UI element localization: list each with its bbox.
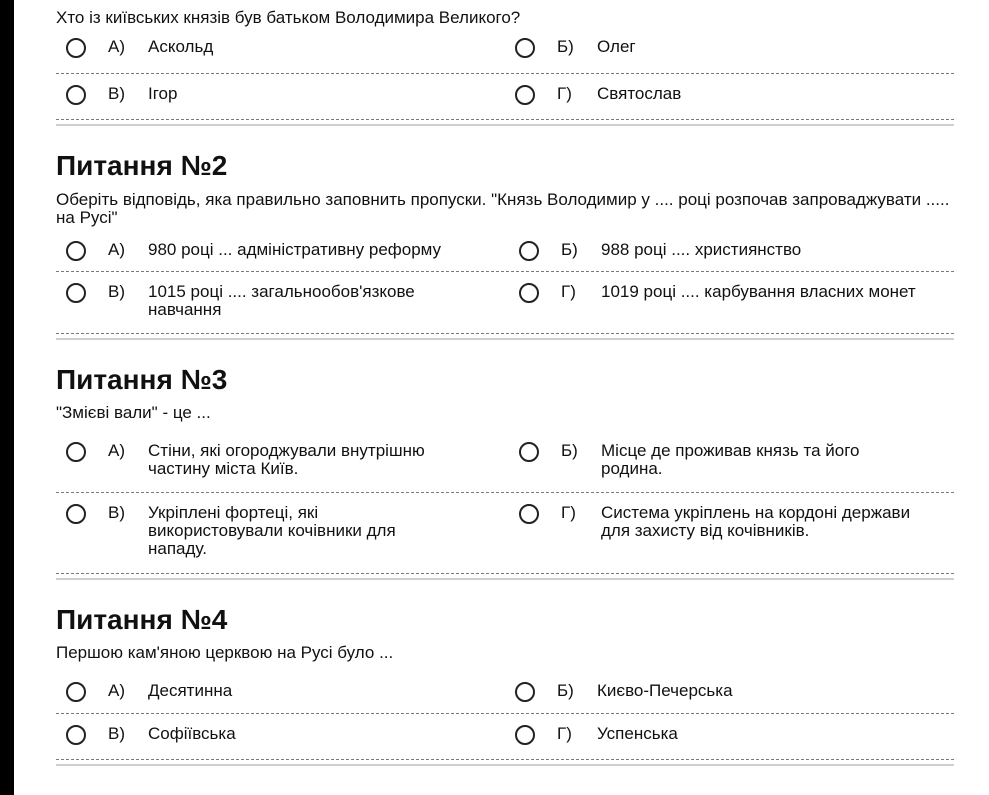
radio-button[interactable] (66, 283, 86, 303)
question-title: Питання №2 (56, 150, 228, 181)
option-letter: В) (108, 84, 125, 103)
option-letter: Б) (561, 441, 578, 460)
option-letter: Б) (557, 37, 574, 56)
answers-list (56, 38, 954, 120)
answer-row (56, 714, 954, 760)
answer-option-c[interactable] (56, 85, 505, 119)
option-text: Олег (597, 37, 636, 56)
option-letter: Г) (561, 282, 576, 301)
option-text: 988 році .... християнство (601, 240, 802, 259)
option-text: 1015 році .... загальнообов'язкове навчання (148, 282, 415, 319)
radio-button[interactable] (515, 85, 535, 105)
option-text: Ігор (148, 84, 178, 103)
answers-list (56, 678, 954, 760)
question-text: Першою кам'яною церквою на Русі було ... (56, 643, 394, 662)
option-text: Успенська (597, 724, 678, 743)
radio-button[interactable] (66, 442, 86, 462)
radio-button[interactable] (66, 682, 86, 702)
option-text: Києво-Печерська (597, 681, 733, 700)
question-separator (56, 336, 954, 340)
answer-option-a[interactable] (56, 38, 505, 73)
answer-option-b[interactable] (505, 38, 954, 73)
question-2 (56, 132, 954, 346)
answer-option-b[interactable] (505, 442, 954, 492)
answer-option-a[interactable] (56, 682, 505, 713)
radio-button[interactable] (66, 504, 86, 524)
answer-row (56, 38, 954, 74)
option-text: 1019 році .... карбування власних монет (601, 282, 916, 301)
answers-list (56, 238, 954, 334)
question-3 (56, 346, 954, 586)
answer-option-c[interactable] (56, 504, 505, 573)
radio-button[interactable] (515, 38, 535, 58)
option-text: Аскольд (148, 37, 214, 56)
answer-row (56, 238, 954, 272)
answer-option-c[interactable] (56, 725, 505, 759)
option-letter: Г) (557, 724, 572, 743)
answer-option-a[interactable] (56, 241, 505, 271)
option-text: Місце де проживав князь та його родина. (601, 441, 860, 478)
radio-button[interactable] (519, 442, 539, 462)
option-letter: В) (108, 724, 125, 743)
radio-button[interactable] (519, 283, 539, 303)
option-letter: А) (108, 681, 125, 700)
answer-row (56, 272, 954, 334)
option-letter: А) (108, 240, 125, 259)
question-4 (56, 586, 954, 772)
question-separator (56, 122, 954, 126)
answer-row (56, 493, 954, 574)
question-text: Оберіть відповідь, яка правильно заповнить пропуски. "Князь Володимир у .... році розпочав запроваджувати ..... на Русі" (56, 190, 950, 227)
option-text: Укріплені фортеці, які використовували кочівники для нападу. (148, 503, 396, 558)
option-letter: Г) (561, 503, 576, 522)
option-letter: Б) (557, 681, 574, 700)
answer-option-a[interactable] (56, 442, 505, 492)
answer-option-b[interactable] (505, 682, 954, 713)
option-text: Десятинна (148, 681, 233, 700)
option-letter: Г) (557, 84, 572, 103)
radio-button[interactable] (515, 725, 535, 745)
radio-button[interactable] (66, 85, 86, 105)
answer-option-d[interactable] (505, 504, 954, 573)
radio-button[interactable] (66, 241, 86, 261)
left-edge-bar (0, 0, 14, 795)
option-text: Система укріплень на кордоні держави для захисту від кочівників. (601, 503, 911, 540)
radio-button[interactable] (66, 725, 86, 745)
option-text: Святослав (597, 84, 682, 103)
option-text: 980 році ... адміністративну реформу (148, 240, 442, 259)
radio-button[interactable] (66, 38, 86, 58)
answer-option-d[interactable] (505, 725, 954, 759)
answer-option-d[interactable] (505, 85, 954, 119)
option-letter: Б) (561, 240, 578, 259)
question-text: "Змієві вали" - це ... (56, 403, 211, 422)
quiz-content (56, 0, 954, 772)
radio-button[interactable] (519, 504, 539, 524)
answer-row (56, 678, 954, 714)
option-letter: В) (108, 282, 125, 301)
answer-option-d[interactable] (505, 283, 954, 333)
option-letter: А) (108, 441, 125, 460)
option-letter: А) (108, 37, 125, 56)
question-separator (56, 762, 954, 766)
option-letter: В) (108, 503, 125, 522)
answer-row (56, 438, 954, 493)
option-text: Стіни, які огороджували внутрішню частину міста Київ. (148, 441, 425, 478)
question-title: Питання №3 (56, 364, 228, 395)
question-title: Питання №4 (56, 604, 228, 635)
radio-button[interactable] (515, 682, 535, 702)
answers-list (56, 438, 954, 574)
answer-option-b[interactable] (505, 241, 954, 271)
answer-row (56, 74, 954, 120)
question-separator (56, 576, 954, 580)
radio-button[interactable] (519, 241, 539, 261)
answer-option-c[interactable] (56, 283, 505, 333)
question-text: Хто із київських князів був батьком Володимира Великого? (56, 8, 521, 27)
question-1 (56, 0, 954, 132)
option-text: Софіївська (148, 724, 236, 743)
